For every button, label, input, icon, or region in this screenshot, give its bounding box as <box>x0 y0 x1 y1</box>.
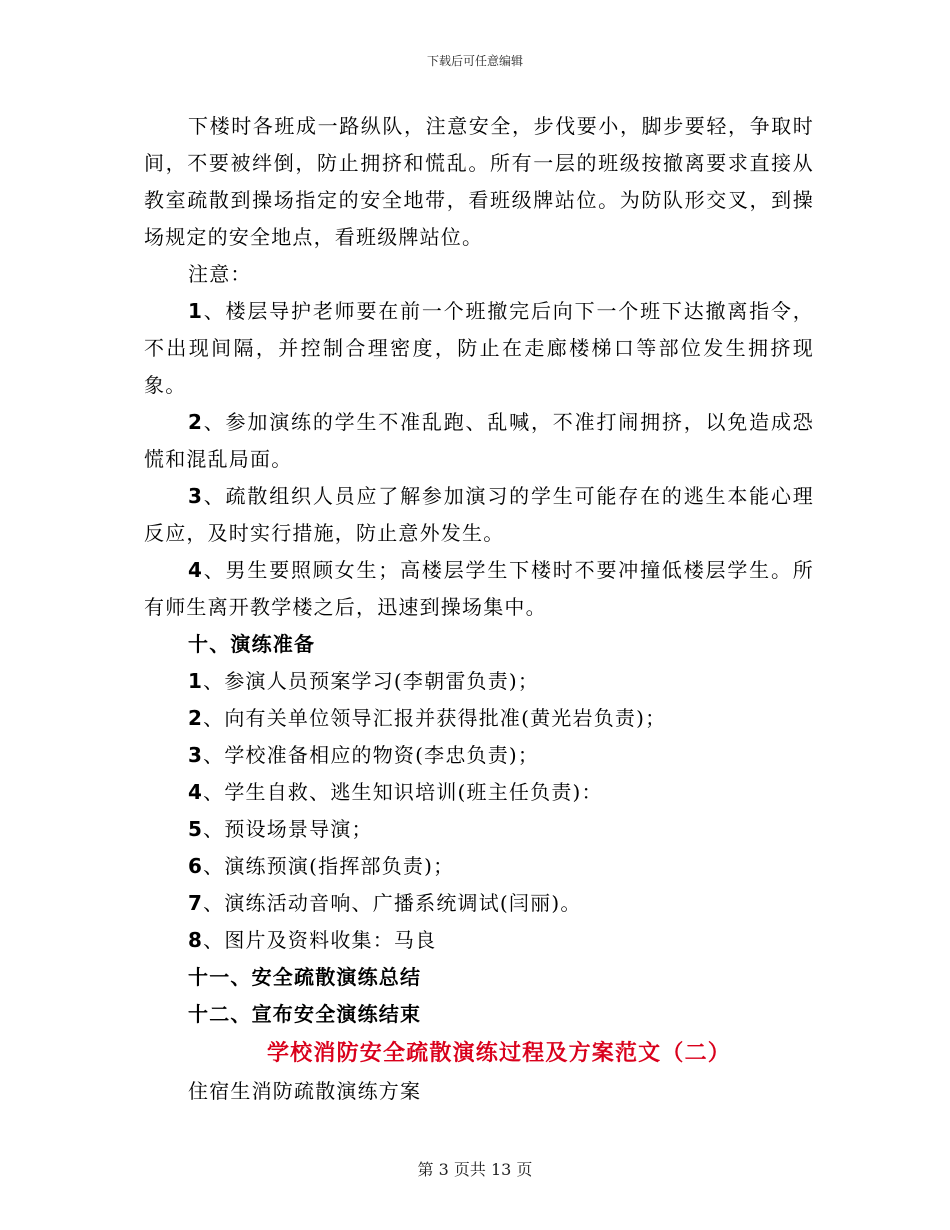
prep-item-3 <box>144 737 814 774</box>
prep-item-text: 、预设场景导演； <box>203 817 373 841</box>
page-number-footer: 第 3 页共 13 页 <box>417 1160 533 1179</box>
prep-item-text: 、演练预演(指挥部负责)； <box>203 854 455 878</box>
prep-item-2 <box>144 700 814 737</box>
prep-item-text: 、图片及资料收集：马良 <box>203 928 437 952</box>
prep-item-text: 、向有关单位领导汇报并获得批准(黄光岩负责)； <box>203 706 667 730</box>
section-heading-11: 十一、安全疏散演练总结 <box>188 965 422 989</box>
prep-item-number: 7 <box>188 891 204 915</box>
document-body <box>144 108 814 1110</box>
red-document-title: 学校消防安全疏散演练过程及方案范文（二） <box>266 1040 731 1066</box>
prep-item-7 <box>144 885 814 922</box>
note-item-1 <box>144 293 814 404</box>
note-item-3 <box>144 478 814 552</box>
note-label: 注意： <box>188 262 252 286</box>
prep-item-8 <box>144 922 814 959</box>
page-header-note: 下载后可任意编辑 <box>426 54 523 68</box>
note-item-text: 、参加演练的学生不准乱跑、乱喊，不准打闹拥挤，以免造成恐慌和混乱局面。 <box>144 410 814 471</box>
note-item-number: 1 <box>188 299 204 323</box>
note-item-number: 4 <box>188 558 204 582</box>
note-item-text: 、疏散组织人员应了解参加演习的学生可能存在的逃生本能心理反应，及时实行措施，防止意外发生。 <box>144 484 814 545</box>
prep-item-6 <box>144 848 814 885</box>
prep-item-number: 2 <box>188 706 204 730</box>
prep-item-number: 4 <box>188 780 204 804</box>
prep-item-number: 5 <box>188 817 204 841</box>
prep-item-text: 、学生自救、逃生知识培训(班主任负责)： <box>203 780 603 804</box>
section-heading-10: 十、演练准备 <box>188 632 316 656</box>
paragraph-evacuation: 下楼时各班成一路纵队，注意安全，步伐要小，脚步要轻，争取时间，不要被绊倒，防止拥挤和慌乱。所有一层的班级按撤离要求直接从教室疏散到操场指定的安全地带，看班级牌站位。为防队形交叉，到操场规定的安全地点，看班级牌站位。 <box>144 114 814 249</box>
prep-item-1 <box>144 663 814 700</box>
prep-item-text: 、演练活动音响、广播系统调试(闫丽)。 <box>203 891 582 915</box>
section-heading-12: 十二、宣布安全演练结束 <box>188 1002 422 1026</box>
prep-item-number: 3 <box>188 743 204 767</box>
note-item-2 <box>144 404 814 478</box>
prep-item-number: 1 <box>188 669 204 693</box>
prep-item-5 <box>144 811 814 848</box>
prep-item-number: 8 <box>188 928 204 952</box>
prep-item-4 <box>144 774 814 811</box>
note-item-4 <box>144 552 814 626</box>
note-item-text: 、男生要照顾女生；高楼层学生下楼时不要冲撞低楼层学生。所有师生离开教学楼之后，迅速到操场集中。 <box>144 558 814 619</box>
note-item-number: 2 <box>188 410 204 434</box>
note-item-text: 、楼层导护老师要在前一个班撤完后向下一个班下达撤离指令，不出现间隔，并控制合理密度，防止在走廊楼梯口等部位发生拥挤现象。 <box>144 299 814 397</box>
prep-item-text: 、参演人员预案学习(李朝雷负责)； <box>203 669 540 693</box>
note-item-number: 3 <box>188 484 204 508</box>
subtitle-line: 住宿生消防疏散演练方案 <box>188 1079 422 1103</box>
prep-item-number: 6 <box>188 854 204 878</box>
prep-item-text: 、学校准备相应的物资(李忠负责)； <box>203 743 540 767</box>
